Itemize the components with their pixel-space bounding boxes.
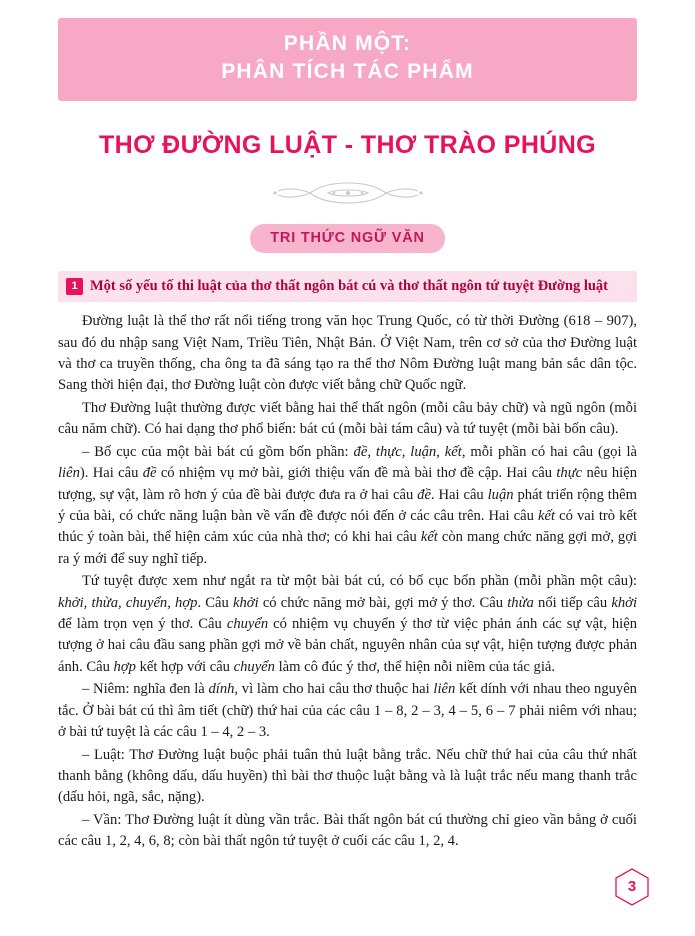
body-paragraph [58,311,637,396]
emphasis-text: thực [556,465,583,482]
emphasis-text: liên [58,465,80,482]
plain-text: phát triển rộng thêm ý của bài, có chức năng luận bàn về vấn đề được nói đến ở các câu trên. Hai câu [58,486,637,524]
heading-number-badge: 1 [66,278,83,295]
page-title: THƠ ĐƯỜNG LUẬT - THƠ TRÀO PHÚNG [98,130,597,159]
emphasis-text: hợp [113,658,136,675]
plain-text: . Hai câu [430,486,488,503]
section-label-wrap [58,224,637,253]
plain-text: có nhiệm vụ chuyển ý thơ từ việc phản ánh các sự vật, hiện tượng ở hai câu đầu sang phần gợi mở về bản chất, nguyên nhân của sự vật, hiện tượng được phản ánh. Câu [58,615,637,675]
plain-text: Tứ tuyệt được xem như ngắt ra từ một bài bát cú, có bố cục bốn phần (mỗi phần một câu): [82,573,637,590]
plain-text: – Luật: Thơ Đường luật buộc phải tuân thủ luật bằng trắc. Nếu chữ thứ hai của câu thứ nhất thanh bằng (không dấu, dấu huyền) thì bài thơ thuộc luật bằng và là luật trắc nếu mang thanh trắc (dấu hỏi, ngã, sắc, nặng). [58,746,637,806]
emphasis-text: thừa [507,594,534,611]
page-number [615,868,649,906]
plain-text: , vì làm cho hai câu thơ thuộc hai [234,681,434,698]
plain-text: , mỗi phần có hai câu (gọi là [461,444,638,461]
plain-text: có vai trò kết thúc ý toàn bài, thể hiện cảm xúc của nhà thơ; có khi hai câu [58,507,637,546]
emphasis-text: dính [208,681,235,698]
plain-text: nối tiếp câu [533,594,612,611]
plain-text: – Niêm: nghĩa đen là [82,681,209,698]
heading-text: Một số yếu tố thi luật của thơ thất ngôn bát cú và thơ thất ngôn tứ tuyệt Đường luật [90,277,609,294]
emphasis-text: đề [142,465,157,482]
plain-text: . Câu [197,594,233,611]
body-paragraph [58,810,637,853]
plain-text: kết dính với nhau theo nguyên tắc. Ở bài bát cú thì âm tiết (chữ) thứ hai của các câu 1 – 8, 2 – 3, 4 – 5, 6 – 7 phải niêm với nhau; ở bài tứ tuyệt là các câu 1 – 4, 2 – 3. [58,681,637,740]
emphasis-text: đề, thực, luận, kết [353,444,462,461]
plain-text: để làm trọn vẹn ý thơ. Câu [58,615,227,632]
document-page [0,18,695,936]
plain-text: Đường luật là thể thơ rất nổi tiếng trong văn học Trung Quốc, có từ thời Đường (618 – 907), sau đó du nhập sang Việt Nam, Triều Tiên, Nhật Bản. Ở Việt Nam, trên cơ sở của thơ Đường luật và thơ ca truyền thống, cha ông ta đã sáng tạo ra thể thơ Nôm Đường luật mang bản sắc dân tộc. Sang thời hiện đại, thơ Đường luật còn được viết bằng chữ Quốc ngữ. [58,313,637,394]
emphasis-text: khởi [233,594,259,611]
body-paragraph [58,442,637,570]
plain-text: làm cô đúc ý thơ, thể hiện nỗi niềm của tác giả. [274,658,555,675]
part-banner-line-2: PHÂN TÍCH TÁC PHẨM [221,60,474,84]
emphasis-text: khởi [611,594,637,611]
plain-text: nêu hiện tượng, sự vật, làm rõ hơn ý của đề bài được đưa ra ở hai câu [58,465,637,503]
ornament-divider [258,176,438,210]
body-paragraph [58,745,637,809]
plain-text: kết hợp với câu [135,658,234,675]
body-paragraph [58,398,637,441]
plain-text: có chức năng mở bài, gợi mở ý thơ. Câu [258,594,508,611]
body-text [58,311,637,852]
numbered-heading [58,271,637,303]
body-paragraph [58,679,637,743]
emphasis-text: luận [487,486,514,503]
part-banner [58,18,637,101]
part-banner-line-1: PHẦN MỘT: [283,32,412,55]
emphasis-text: chuyển [233,658,275,675]
plain-text: ). Hai câu [79,465,143,482]
plain-text: – Vần: Thơ Đường luật ít dùng vần trắc. Bài thất ngôn bát cú thường chỉ gieo vần bằng ở cuối các câu 1, 2, 4, 6, 8; còn bài thất ngôn tứ tuyệt ở cuối các câu 1, 2, 4. [58,812,637,850]
emphasis-text: kết [538,507,556,524]
plain-text: có nhiệm vụ mở bài, giới thiệu vấn đề mà bài thơ đề cập. Hai câu [156,465,557,482]
plain-text: Thơ Đường luật thường được viết bằng hai thể thất ngôn (mỗi câu bảy chữ) và ngũ ngôn (mỗi câu năm chữ). Có hai dạng thơ phổ biến: bát cú (mỗi bài tám câu) và tứ tuyệt (mỗi bài bốn câu). [58,399,637,438]
plain-text: – Bố cục của một bài bát cú gồm bốn phần: [82,444,354,461]
body-paragraph [58,571,637,677]
emphasis-text: liên [433,681,456,698]
emphasis-text: đề [417,486,431,503]
emphasis-text: khởi, thừa, chuyển, hợp [58,594,198,611]
plain-text: còn mang chức năng gợi mở, gợi ra ý mới để suy nghĩ tiếp. [58,529,637,567]
section-label-badge: TRI THỨC NGỮ VĂN [250,224,444,253]
emphasis-text: kết [420,529,438,546]
page-number-value: 3 [627,878,637,895]
emphasis-text: chuyển [226,615,269,632]
